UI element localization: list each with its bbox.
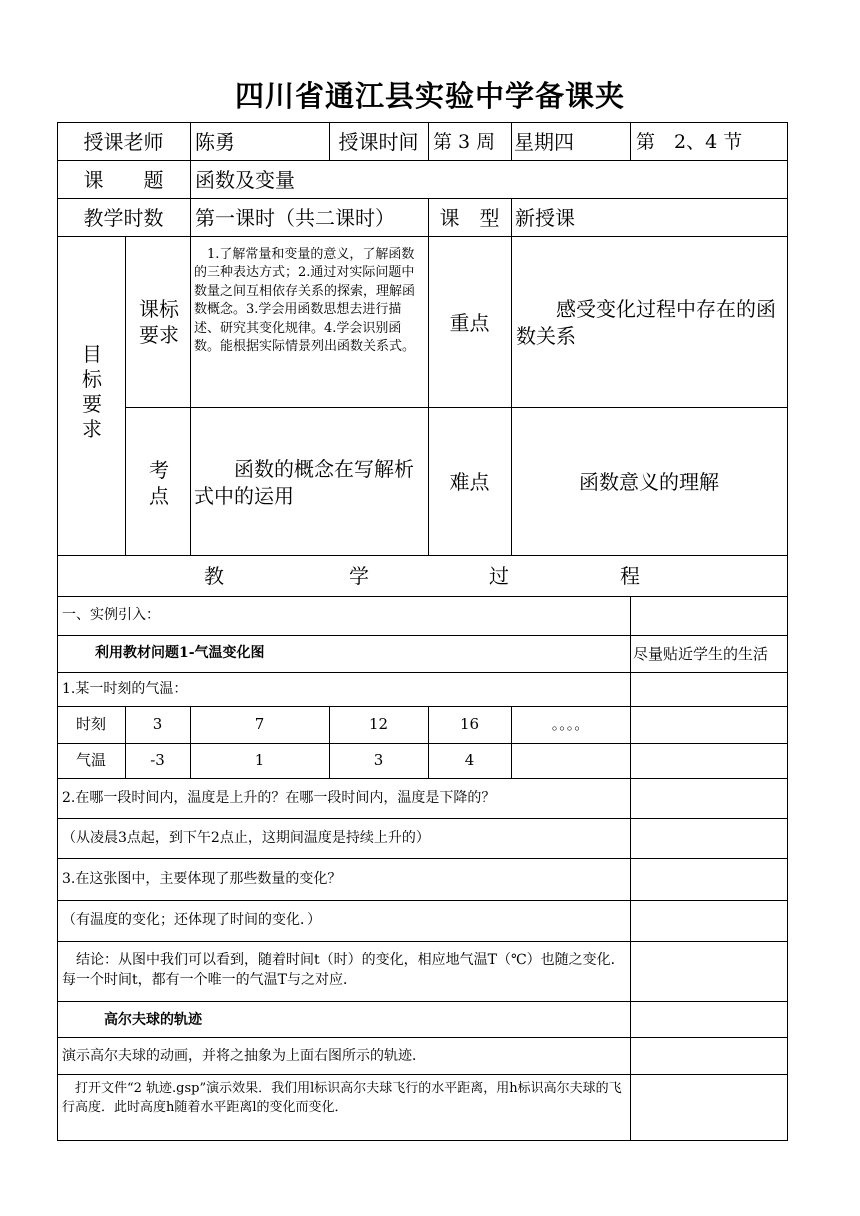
difficulty-label: 难点 <box>449 470 490 494</box>
table-cell: 气温 <box>75 751 106 769</box>
textbook-problem-title: 利用教材问题1-气温变化图 <box>95 645 265 661</box>
period-value: 第 2、4 节 <box>636 131 743 153</box>
golf-description: 打开文件“2 轨迹.gsp”演示效果．我们用l标识高尔夫球飞行的水平距离，用h标识高尔夫球的飞行高度．此时高度h随着水平距离l的变化而变化． <box>62 1081 622 1115</box>
table-cell: 4 <box>464 751 475 769</box>
page-title: 四川省通江县实验中学备课夹 <box>234 79 625 113</box>
golf-demo: 演示高尔夫球的动画，并将之抽象为上面右图所示的轨迹． <box>62 1048 426 1064</box>
teacher-label: 授课老师 <box>83 130 164 154</box>
topic-label: 课 题 <box>83 168 164 192</box>
process-heading-4: 程 <box>620 564 640 588</box>
table-cell: 1 <box>254 751 265 769</box>
question-2: 2.在哪一段时间内，温度是上升的？在哪一段时间内，温度是下降的？ <box>62 790 496 806</box>
table-cell: 时刻 <box>75 715 106 733</box>
intro-heading: 一、实例引入： <box>62 607 160 623</box>
type-label: 课 型 <box>439 206 500 230</box>
table-cell: 7 <box>254 715 265 733</box>
focus-label: 重点 <box>449 311 490 335</box>
process-note: 尽量贴近学生的生活 <box>633 645 769 663</box>
weekday-value: 星期四 <box>514 130 574 154</box>
process-heading-1: 教 <box>204 564 224 588</box>
teacher-name: 陈勇 <box>195 130 235 154</box>
conclusion-text: 结论：从图中我们可以看到，随着时间t（时）的变化，相应地气温T（℃）也随之变化．每一个时间t，都有一个唯一的气温T与之对应． <box>62 952 625 989</box>
week-value: 第 3 周 <box>433 131 496 153</box>
standard-label: 课标要求 <box>139 297 179 347</box>
hours-label: 教学时数 <box>83 206 164 230</box>
table-cell: 16 <box>459 715 480 733</box>
focus-text: 感受变化过程中存在的函数关系 <box>516 297 776 348</box>
table-cell: 3 <box>373 751 384 769</box>
question-1: 1.某一时刻的气温： <box>62 681 188 697</box>
table-cell: 12 <box>368 715 389 733</box>
process-heading-2: 学 <box>349 564 369 588</box>
answer-2: （从凌晨3点起，到下午2点止，这期间温度是持续上升的） <box>62 830 430 846</box>
hours-value: 第一课时（共二课时） <box>195 206 395 230</box>
topic-value: 函数及变量 <box>195 168 295 192</box>
golf-title: 高尔夫球的轨迹 <box>104 1012 202 1028</box>
type-value: 新授课 <box>515 206 575 230</box>
goals-label: 目标要求 <box>82 342 102 441</box>
exam-text: 函数的概念在写解析式中的运用 <box>194 457 414 508</box>
question-3: 3.在这张图中，主要体现了那些数量的变化？ <box>62 871 342 887</box>
time-label: 授课时间 <box>338 130 419 154</box>
exam-label: 考点 <box>149 458 169 508</box>
process-heading-3: 过 <box>489 564 509 588</box>
table-cell: -3 <box>150 751 165 769</box>
answer-3: （有温度的变化；还体现了时间的变化．） <box>62 912 321 928</box>
difficulty-text: 函数意义的理解 <box>579 470 719 494</box>
standard-text: 1.了解常量和变量的意义，了解函数的三种表达方式；2.通过对实际问题中数量之间互相依存关系的探索，理解函数概念。3.学会用函数思想去进行描述、研究其变化规律。4.学会识别函数。能根据实际情景列出函数关系式。 <box>194 247 416 355</box>
table-cell: 3 <box>152 715 163 733</box>
table-cell: 。。。。 <box>551 715 590 733</box>
